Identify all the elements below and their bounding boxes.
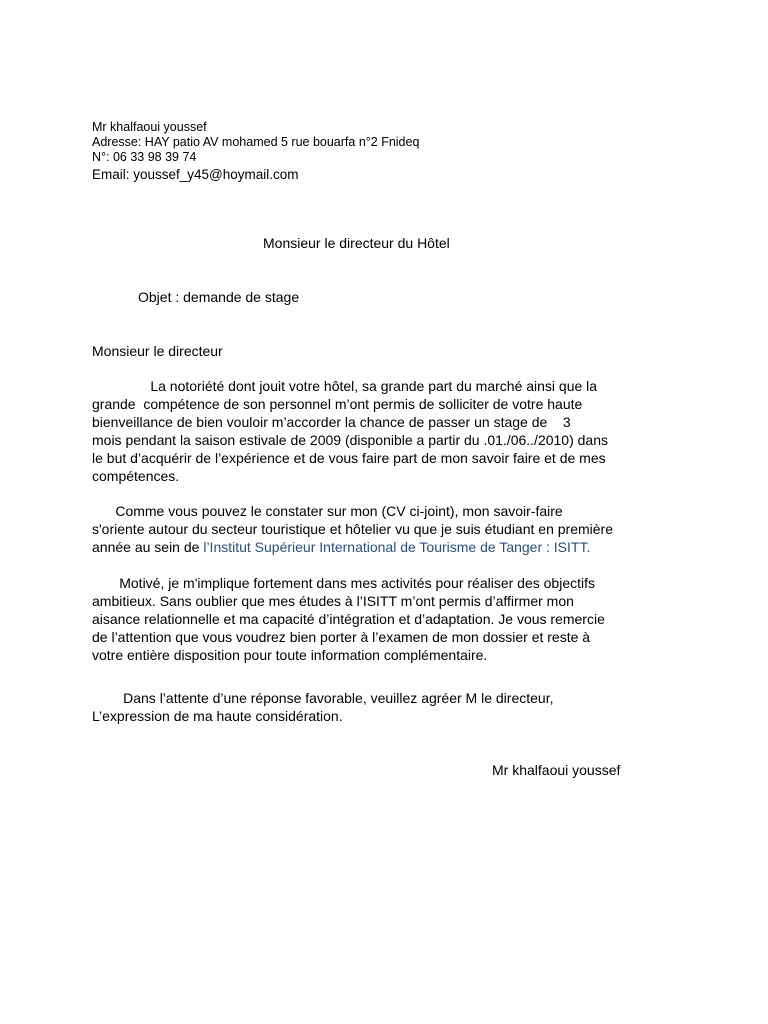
paragraph-line: s'oriente autour du secteur touristique et hôtelier vu que je suis étudiant en première [92, 521, 613, 537]
paragraph-line: compétences. [92, 468, 180, 484]
paragraph-line [92, 538, 672, 556]
sender-name: Mr khalfaoui youssef [92, 120, 207, 134]
paragraph-line: de l’attention que vous voudrez bien porter à l’examen de mon dossier et reste à [92, 629, 591, 645]
institute-link[interactable]: l’Institut Supérieur International de Tourisme de Tanger : ISITT. [203, 539, 591, 555]
paragraph-line: votre entière disposition pour toute information complémentaire. [92, 647, 488, 663]
paragraph-line: La notoriété dont jouit votre hôtel, sa grande part du marché ainsi que la [92, 378, 598, 394]
paragraph-4 [92, 689, 672, 725]
signature: Mr khalfaoui youssef [492, 762, 621, 778]
sender-phone: N°: 06 33 98 39 74 [92, 150, 197, 165]
paragraph-line: Dans l’attente d’une réponse favorable, veuillez agréer M le directeur, [92, 690, 554, 706]
sender-email: Email: youssef_y45@hoymail.com [92, 166, 299, 182]
paragraph-line: le but d’acquérir de l’expérience et de vous faire part de mon savoir faire et de mes [92, 450, 606, 466]
paragraph-line: Comme vous pouvez le constater sur mon (CV ci-joint), mon savoir-faire [92, 503, 563, 519]
recipient-line: Monsieur le directeur du Hôtel [263, 235, 450, 251]
paragraph-3 [92, 574, 672, 664]
subject-line: Objet : demande de stage [138, 289, 300, 305]
sender-block [92, 120, 692, 183]
paragraph-line: ambitieux. Sans oublier que mes études à l’ISITT m’ont permis d’affirmer mon [92, 593, 574, 609]
paragraph-line: L’expression de ma haute considération. [92, 708, 343, 724]
paragraph-line: grande compétence de son personnel m’ont permis de solliciter de votre haute [92, 396, 583, 412]
paragraph-line-prefix: année au sein de [92, 539, 204, 555]
paragraph-line: bienveillance de bien vouloir m’accorder la chance de passer un stage de 3 [92, 414, 571, 430]
salutation: Monsieur le directeur [92, 343, 223, 359]
paragraph-line: mois pendant la saison estivale de 2009 (disponible a partir du .01./06../2010) dans [92, 432, 609, 448]
sender-address: Adresse: HAY patio AV mohamed 5 rue bouarfa n°2 Fnideq [92, 135, 420, 150]
paragraph-line: Motivé, je m'implique fortement dans mes activités pour réaliser des objectifs [92, 575, 595, 591]
paragraph-2 [92, 502, 672, 556]
paragraph-1 [92, 377, 672, 485]
paragraph-line: aisance relationnelle et ma capacité d’intégration et d’adaptation. Je vous remercie [92, 611, 605, 627]
